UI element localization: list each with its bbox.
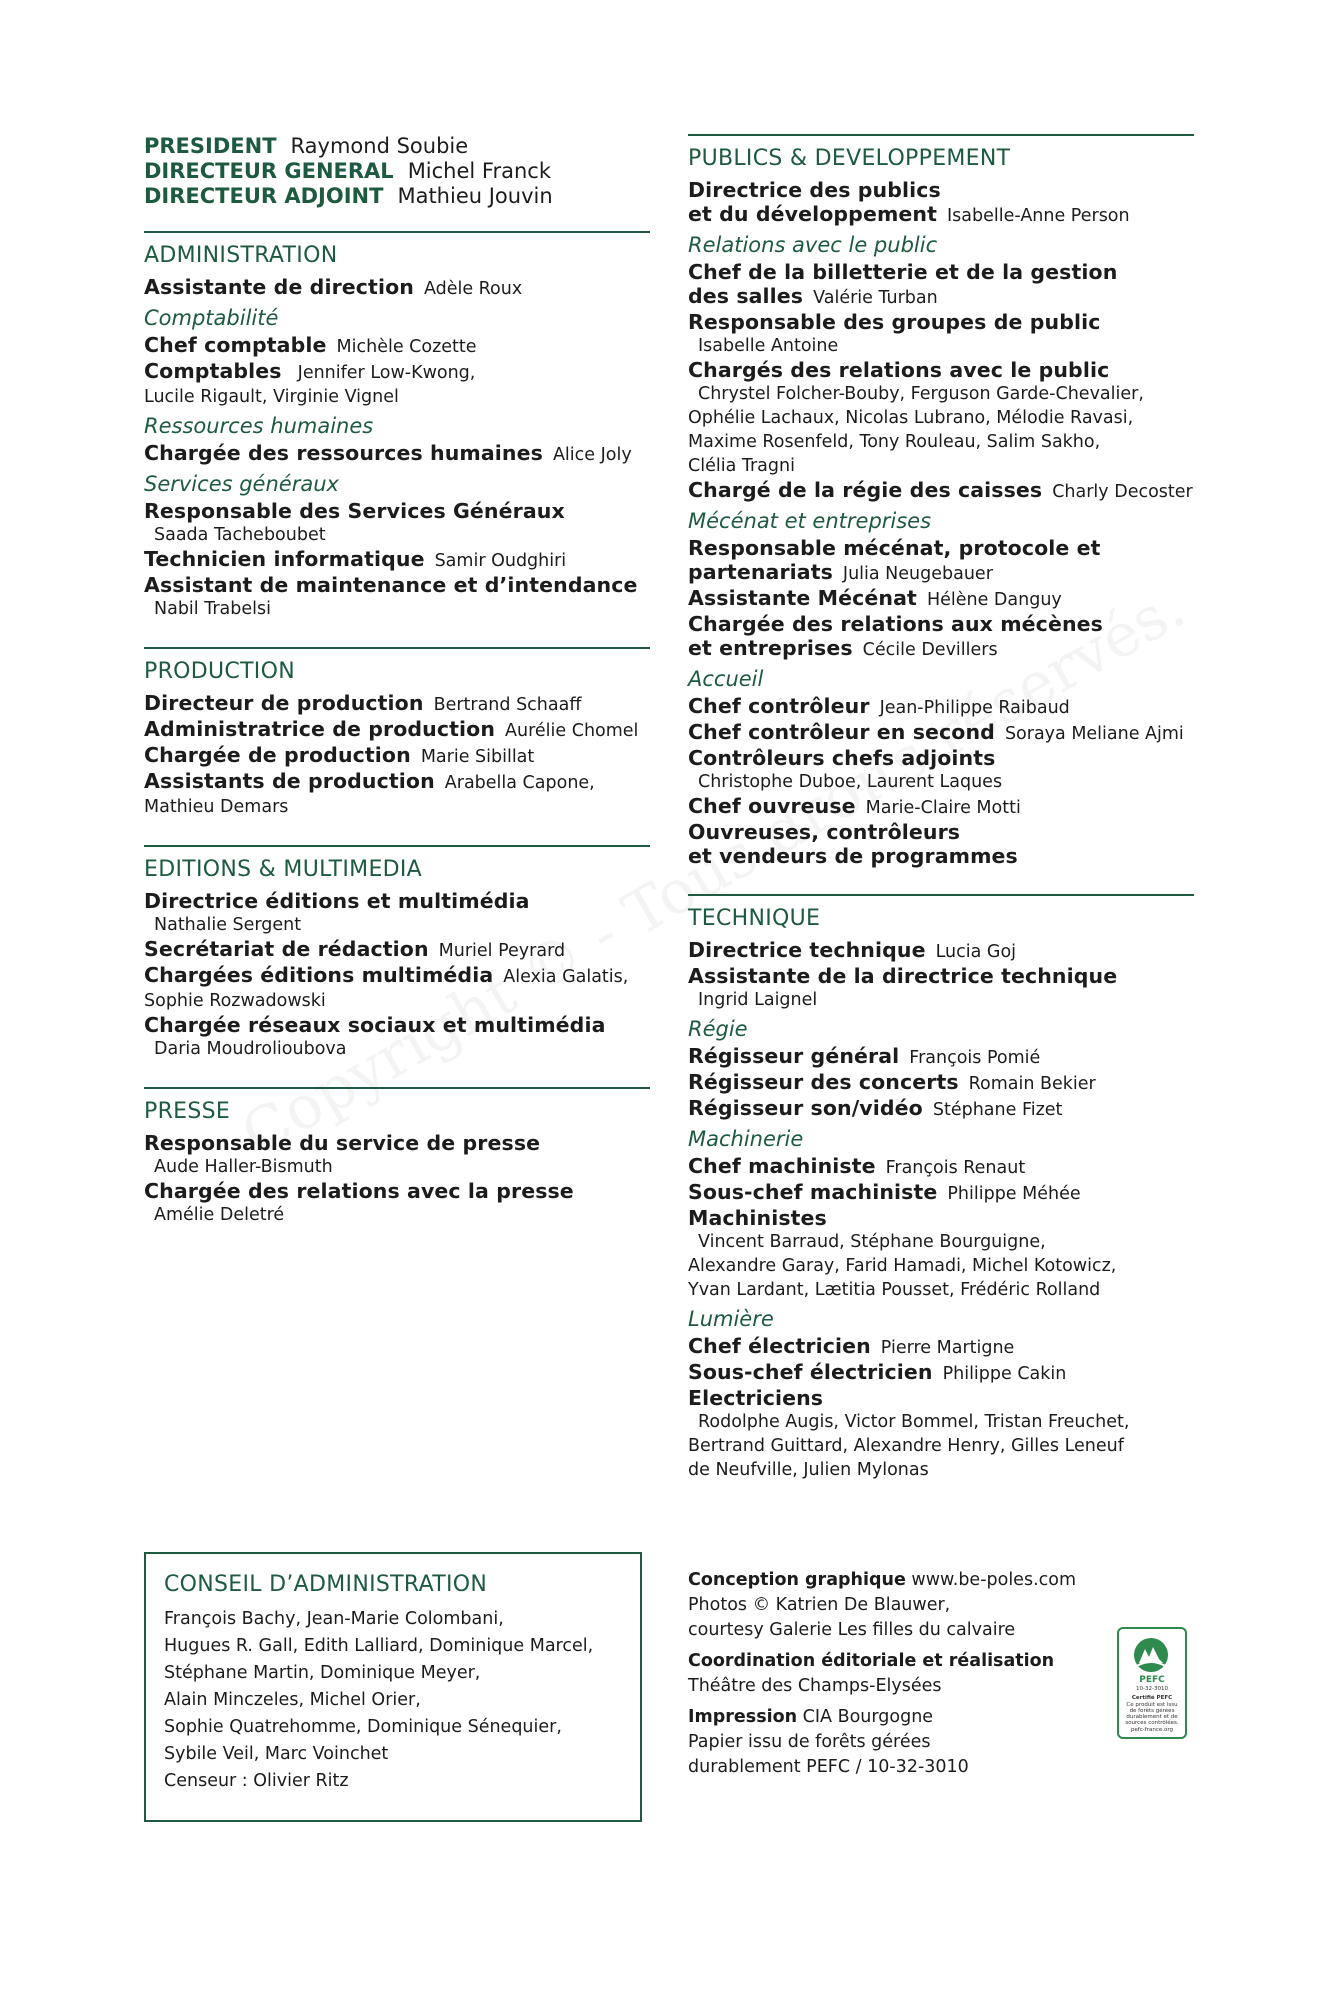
role: Sous-chef machiniste <box>688 1180 938 1204</box>
person-name: Michèle Cozette <box>336 337 477 357</box>
subsection-title: Comptabilité <box>144 306 279 330</box>
person-name: Valérie Turban <box>813 288 938 308</box>
person-name: Jean-Philippe Raibaud <box>879 698 1070 718</box>
role: Chargé de la régie des caisses <box>688 478 1043 502</box>
person-name: Adèle Roux <box>423 279 523 299</box>
directeur-adjoint-row <box>144 184 650 209</box>
role: Directrice des publics <box>688 178 941 202</box>
person-name: Daria Moudrolioubova <box>154 1039 347 1059</box>
person-name: François Renaut <box>885 1158 1026 1178</box>
role: et vendeurs de programmes <box>688 844 1018 868</box>
directors-block <box>144 134 650 209</box>
member-line: Alain Minczeles, Michel Orier, <box>164 1690 421 1710</box>
administration-section <box>144 231 650 621</box>
president-name: Raymond Soubie <box>290 134 469 158</box>
role: Comptables <box>144 359 282 383</box>
technique-section <box>688 894 1194 1482</box>
left-column <box>144 134 650 1253</box>
person-name: Julia Neugebauer <box>842 564 993 584</box>
right-column <box>688 134 1194 1508</box>
person-name: François Pomié <box>909 1048 1041 1068</box>
subsection-title: Lumière <box>688 1307 774 1331</box>
member-line: Sybile Veil, Marc Voinchet <box>164 1744 389 1764</box>
subsection-title: Accueil <box>688 667 764 691</box>
pefc-text: de forêts gérées <box>1129 1708 1175 1714</box>
pefc-text: sources contrôlées. <box>1125 1720 1179 1726</box>
publics-section <box>688 134 1194 868</box>
subsection-title: Mécénat et entreprises <box>688 509 932 533</box>
directeur-general-row <box>144 159 650 184</box>
section-title: PUBLICS & DEVELOPPEMENT <box>688 146 1011 171</box>
credit-text: courtesy Galerie Les filles du calvaire <box>688 1620 1016 1640</box>
section-title: ADMINISTRATION <box>144 243 338 268</box>
person-name: Hélène Danguy <box>926 590 1062 610</box>
credit-text: Papier issu de forêts gérées <box>688 1732 931 1752</box>
role: Administratrice de production <box>144 717 496 741</box>
person-name: Alexia Galatis, <box>503 967 629 987</box>
role: Secrétariat de rédaction <box>144 937 429 961</box>
role: Assistante de la directrice technique <box>688 964 1118 988</box>
person-name: Philippe Cakin <box>942 1364 1067 1384</box>
pefc-certifie: Certifié PEFC <box>1131 1695 1173 1701</box>
section-title: CONSEIL D’ADMINISTRATION <box>164 1572 488 1597</box>
section-title: TECHNIQUE <box>688 906 821 931</box>
person-name: Isabelle-Anne Person <box>947 206 1130 226</box>
person-name: Isabelle Antoine <box>698 336 839 356</box>
role: Responsable mécénat, protocole et <box>688 536 1101 560</box>
role: Contrôleurs chefs adjoints <box>688 746 996 770</box>
person-name: Nabil Trabelsi <box>154 599 271 619</box>
role: Technicien informatique <box>144 547 425 571</box>
person-name: Samir Oudghiri <box>434 551 567 571</box>
credit-text: Photos © Katrien De Blauwer, <box>688 1595 951 1615</box>
role: Chargée des relations avec la presse <box>144 1179 574 1203</box>
role: Directrice technique <box>688 938 926 962</box>
role: Régisseur son/vidéo <box>688 1096 923 1120</box>
person-name: Nathalie Sergent <box>154 915 302 935</box>
role: Chargée de production <box>144 743 411 767</box>
role: Chef contrôleur en second <box>688 720 995 744</box>
person-name: Bertrand Schaaff <box>433 695 582 715</box>
role: Chef contrôleur <box>688 694 870 718</box>
person-name: Marie-Claire Motti <box>865 798 1021 818</box>
person-name: Lucile Rigault, Virginie Vignel <box>144 387 399 407</box>
person-name: Muriel Peyrard <box>438 941 566 961</box>
person-name: Chrystel Folcher-Bouby, Ferguson Garde-Chevalier, <box>698 384 1144 404</box>
presse-section <box>144 1087 650 1227</box>
person-name: Aude Haller-Bismuth <box>154 1157 333 1177</box>
role: Ouvreuses, contrôleurs <box>688 820 961 844</box>
role: Chef électricien <box>688 1334 871 1358</box>
person-name: Mathieu Demars <box>144 797 289 817</box>
member-line: François Bachy, Jean-Marie Colombani, <box>164 1609 504 1629</box>
pefc-certification-logo <box>1117 1627 1187 1739</box>
section-title: EDITIONS & MULTIMEDIA <box>144 857 423 882</box>
person-name: Sophie Rozwadowski <box>144 991 326 1011</box>
credit-text: durablement PEFC / 10-32-3010 <box>688 1757 969 1777</box>
person-name: Arabella Capone, <box>444 773 595 793</box>
directeur-general-name: Michel Franck <box>407 159 551 183</box>
role: Responsable des groupes de public <box>688 310 1101 334</box>
person-name: Lucia Goj <box>935 942 1017 962</box>
role: Directrice éditions et multimédia <box>144 889 530 913</box>
role: Chef comptable <box>144 333 327 357</box>
person-name: Romain Bekier <box>968 1074 1096 1094</box>
credit-label: Impression <box>688 1707 798 1727</box>
person-name: Charly Decoster <box>1052 482 1193 502</box>
person-name: Stéphane Fizet <box>932 1100 1063 1120</box>
role: Assistante Mécénat <box>688 586 917 610</box>
censeur-line: Censeur : Olivier Ritz <box>164 1771 349 1791</box>
website-link[interactable]: www.be-poles.com <box>911 1570 1077 1590</box>
directeur-adjoint-name: Mathieu Jouvin <box>397 184 553 208</box>
section-title: PRESSE <box>144 1099 231 1124</box>
role: Assistants de production <box>144 769 435 793</box>
person-name: Christophe Duboe, Laurent Laques <box>698 772 1003 792</box>
role: des salles <box>688 284 804 308</box>
section-title: PRODUCTION <box>144 659 295 684</box>
subsection-title: Relations avec le public <box>688 233 938 257</box>
person-name: Philippe Méhée <box>947 1184 1081 1204</box>
conseil-administration-box <box>144 1552 642 1822</box>
pefc-text: durablement et de <box>1126 1714 1178 1720</box>
person-name: Rodolphe Augis, Victor Bommel, Tristan Freuchet, <box>698 1412 1130 1432</box>
member-line: Hugues R. Gall, Edith Lalliard, Dominique Marcel, <box>164 1636 594 1656</box>
pefc-tree-icon <box>1127 1637 1175 1677</box>
role: Electriciens <box>688 1386 824 1410</box>
role: Chef ouvreuse <box>688 794 856 818</box>
pefc-code: 10-32-3010 <box>1136 1686 1168 1692</box>
pefc-url: pefc-france.org <box>1130 1727 1174 1733</box>
role: Assistant de maintenance et d’intendance <box>144 573 638 597</box>
role: Chargée des ressources humaines <box>144 441 543 465</box>
role: Sous-chef électricien <box>688 1360 933 1384</box>
president-title: PRESIDENT <box>144 134 277 158</box>
credit-label: Coordination éditoriale et réalisation <box>688 1651 1055 1671</box>
role: Chef de la billetterie et de la gestion <box>688 260 1118 284</box>
person-name: Yvan Lardant, Lætitia Pousset, Frédéric Rolland <box>688 1280 1101 1300</box>
production-section <box>144 647 650 819</box>
credit-text: CIA Bourgogne <box>802 1707 934 1727</box>
role: Régisseur des concerts <box>688 1070 959 1094</box>
role: Assistante de direction <box>144 275 414 299</box>
role: partenariats <box>688 560 833 584</box>
person-name: Aurélie Chomel <box>505 721 639 741</box>
credit-label: Conception graphique <box>688 1570 906 1590</box>
person-name: Bertrand Guittard, Alexandre Henry, Gilles Leneuf <box>688 1436 1124 1456</box>
pefc-text: Ce produit est issu <box>1126 1702 1178 1708</box>
member-line: Stéphane Martin, Dominique Meyer, <box>164 1663 481 1683</box>
subsection-title: Ressources humaines <box>144 414 374 438</box>
directeur-adjoint-title: DIRECTEUR ADJOINT <box>144 184 384 208</box>
credit-text: Théâtre des Champs-Elysées <box>688 1676 942 1696</box>
role: Chargée réseaux sociaux et multimédia <box>144 1013 606 1037</box>
role: Régisseur général <box>688 1044 900 1068</box>
role: Chargés des relations avec le public <box>688 358 1110 382</box>
pefc-brand: PEFC <box>1139 1675 1165 1685</box>
person-name: Alice Joly <box>552 445 632 465</box>
person-name: Saada Tacheboubet <box>154 525 326 545</box>
person-name: Amélie Deletré <box>154 1205 285 1225</box>
role: Chargées éditions multimédia <box>144 963 494 987</box>
role: Chef machiniste <box>688 1154 876 1178</box>
role: Chargée des relations aux mécènes <box>688 612 1103 636</box>
role: Machinistes <box>688 1206 827 1230</box>
subsection-title: Services généraux <box>144 472 339 496</box>
member-line: Sophie Quatrehomme, Dominique Sénequier, <box>164 1717 562 1737</box>
role: Directeur de production <box>144 691 424 715</box>
role: Responsable des Services Généraux <box>144 499 565 523</box>
person-name: Pierre Martigne <box>880 1338 1015 1358</box>
president-row <box>144 134 650 159</box>
person-name: Cécile Devillers <box>862 640 998 660</box>
role: et entreprises <box>688 636 853 660</box>
person-name: Alexandre Garay, Farid Hamadi, Michel Kotowicz, <box>688 1256 1117 1276</box>
credits-block <box>688 1568 1108 1780</box>
person-name: Jennifer Low-Kwong, <box>297 363 476 383</box>
person-name: Ingrid Laignel <box>698 990 818 1010</box>
person-name: Ophélie Lachaux, Nicolas Lubrano, Mélodie Ravasi, <box>688 408 1134 428</box>
role: Responsable du service de presse <box>144 1131 541 1155</box>
directeur-general-title: DIRECTEUR GENERAL <box>144 159 394 183</box>
person-name: de Neufville, Julien Mylonas <box>688 1460 929 1480</box>
editions-section <box>144 845 650 1061</box>
role: et du développement <box>688 202 938 226</box>
person-name: Maxime Rosenfeld, Tony Rouleau, Salim Sakho, <box>688 432 1101 452</box>
subsection-title: Machinerie <box>688 1127 804 1151</box>
person-name: Vincent Barraud, Stéphane Bourguigne, <box>698 1232 1046 1252</box>
person-name: Clélia Tragni <box>688 456 795 476</box>
person-name: Soraya Meliane Ajmi <box>1004 724 1184 744</box>
subsection-title: Régie <box>688 1017 748 1041</box>
person-name: Marie Sibillat <box>420 747 535 767</box>
